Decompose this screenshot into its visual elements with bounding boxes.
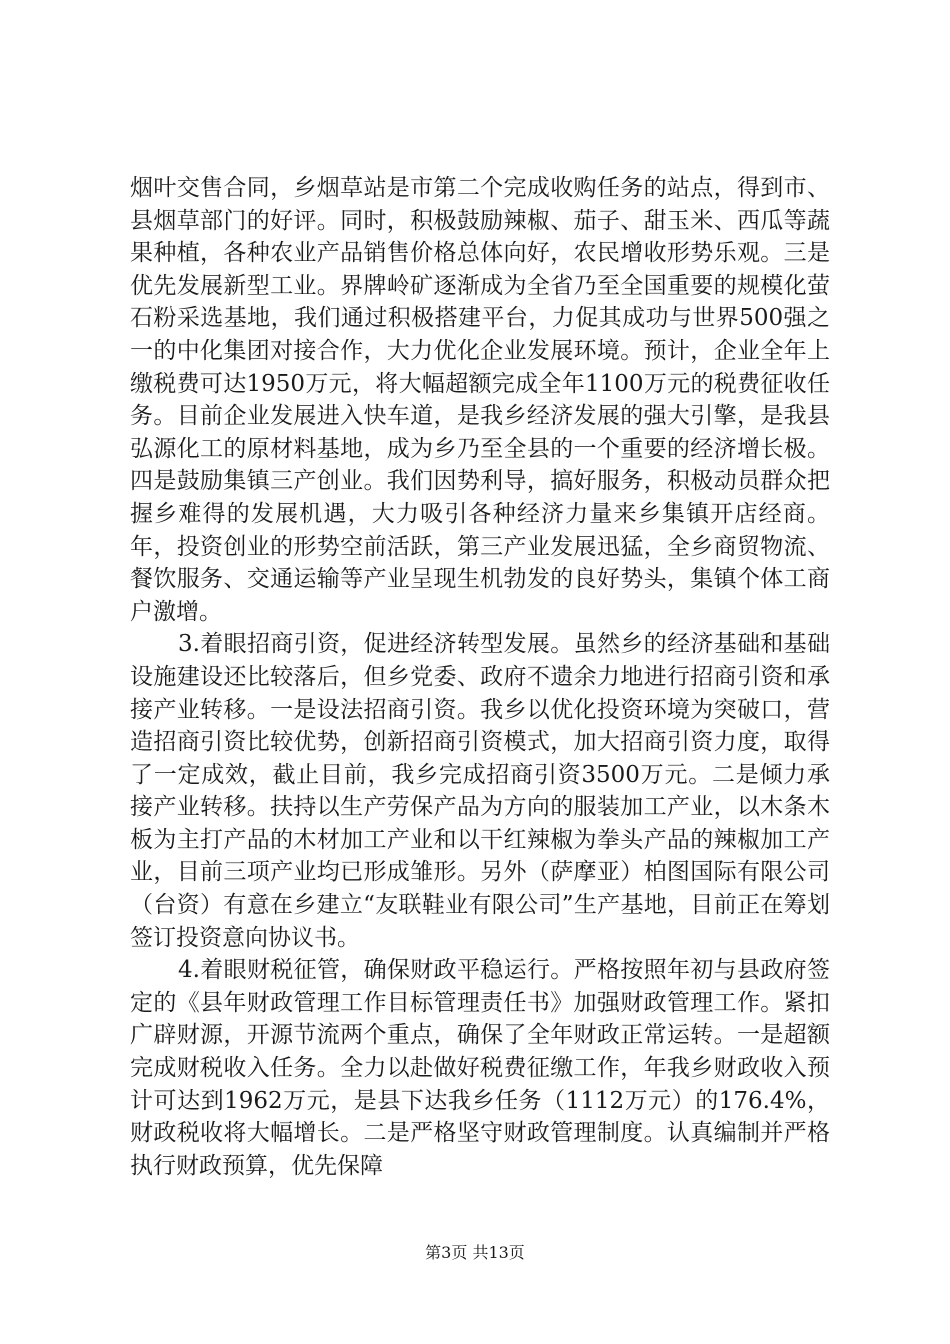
- page-footer: 第3页 共13页: [425, 1243, 525, 1262]
- paragraph-3: 4.着眼财税征管，确保财政平稳运行。严格按照年初与县政府签定的《县年财政管理工作目标管理责任书》加强财政管理工作。紧扣广辟财源，开源节流两个重点，确保了全年财政正常运转。一是超额完成财税收入任务。全力以赴做好税费征缴工作，年我乡财政收入预计可达到1962万元，是县下达我乡任务（1112万元）的176.4%，财政税收将大幅增长。二是严格坚守财政管理制度。认真编制并严格执行财政预算，优先保障: [130, 957, 830, 1179]
- body-text: [130, 172, 830, 1182]
- paragraph-2: 3.着眼招商引资，促进经济转型发展。虽然乡的经济基础和基础设施建设还比较落后，但乡党委、政府不遗余力地进行招商引资和承接产业转移。一是设法招商引资。我乡以优化投资环境为突破口，营造招商引资比较优势，创新招商引资模式，加大招商引资力度，取得了一定成效，截止目前，我乡完成招商引资3500万元。二是倾力承接产业转移。扶持以生产劳保产品为方向的服装加工产业，以木条木板为主打产品的木材加工产业和以干红辣椒为拳头产品的辣椒加工产业，目前三项产业均已形成雏形。另外（萨摩亚）柏图国际有限公司（台资）有意在乡建立“友联鞋业有限公司”生产基地，目前正在筹划签订投资意向协议书。: [130, 631, 830, 951]
- paragraph-1: 烟叶交售合同，乡烟草站是市第二个完成收购任务的站点，得到市、县烟草部门的好评。同时，积极鼓励辣椒、茄子、甜玉米、西瓜等蔬果种植，各种农业产品销售价格总体向好，农民增收形势乐观。三是优先发展新型工业。界牌岭矿逐渐成为全省乃至全国重要的规模化萤石粉采选基地，我们通过积极搭建平台，力促其成功与世界500强之一的中化集团对接合作，大力优化企业发展环境。预计，企业全年上缴税费可达1950万元，将大幅超额完成全年1100万元的税费征收任务。目前企业发展进入快车道，是我乡经济发展的强大引擎，是我县弘源化工的原材料基地，成为乡乃至全县的一个重要的经济增长极。四是鼓励集镇三产创业。我们因势利导，搞好服务，积极动员群众把握乡难得的发展机遇，大力吸引各种经济力量来乡集镇开店经商。年，投资创业的形势空前活跃，第三产业发展迅猛，全乡商贸物流、餐饮服务、交通运输等产业呈现生机勃发的良好势头，集镇个体工商户激增。: [130, 175, 830, 625]
